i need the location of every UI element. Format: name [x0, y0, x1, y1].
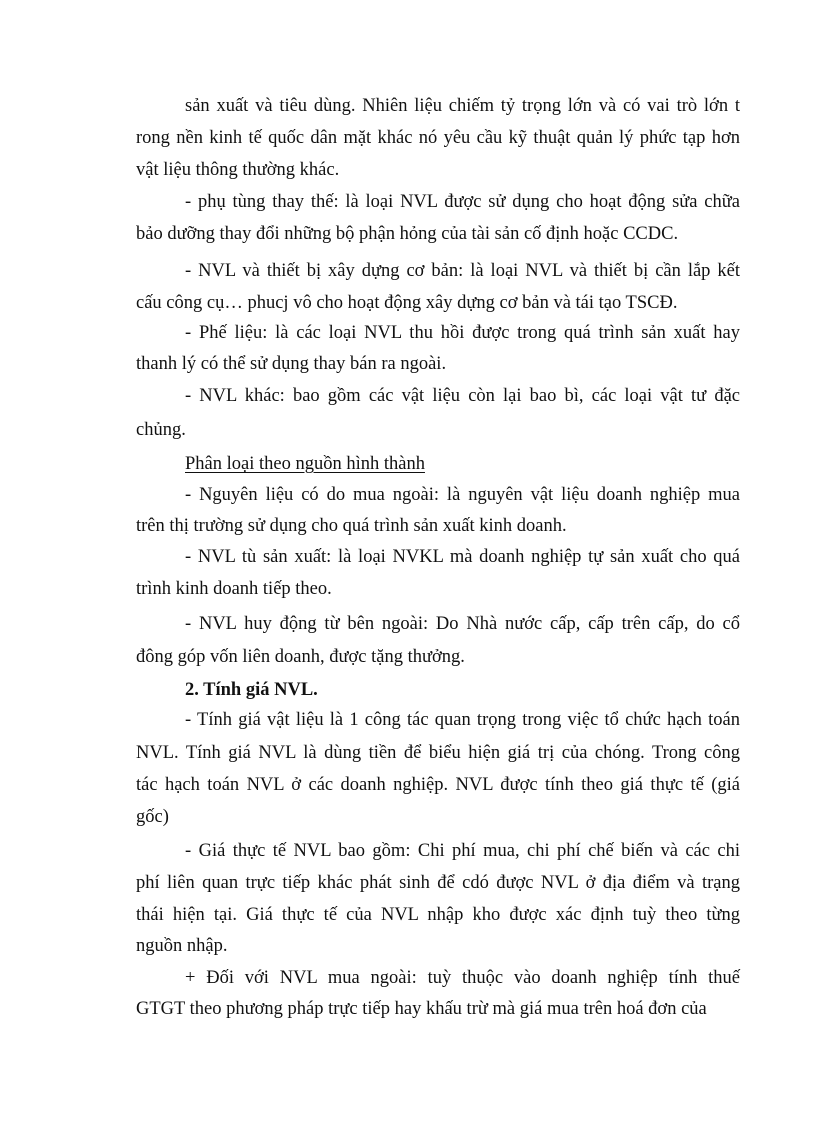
- text-line: GTGT theo phương pháp trực tiếp hay khấu trừ mà giá mua trên hoá đơn của: [136, 999, 707, 1019]
- text-line: vật liệu thông thường khác.: [136, 160, 340, 180]
- text-line: - phụ tùng thay thế: là loại NVL được sử dụng cho hoạt động sửa chữa: [185, 192, 740, 212]
- text-line: - Tính giá vật liệu là 1 công tác quan trọng trong việc tổ chức hạch toán: [185, 710, 740, 730]
- text-line: - NVL khác: bao gồm các vật liệu còn lại bao bì, các loại vật tư đặc: [185, 386, 740, 406]
- text-line: thanh lý có thể sử dụng thay bán ra ngoài.: [136, 354, 447, 374]
- text-line: trình kinh doanh tiếp theo.: [136, 579, 332, 599]
- text-line: nguồn nhập.: [136, 936, 228, 956]
- text-line: phí liên quan trực tiếp khác phát sinh để cdó được NVL ở địa điểm và trạng: [136, 873, 740, 893]
- text-line: - Phế liệu: là các loại NVL thu hồi được trong quá trình sản xuất hay: [185, 323, 740, 343]
- text-line: sản xuất và tiêu dùng. Nhiên liệu chiếm tỷ trọng lớn và có vai trò lớn t: [185, 96, 740, 116]
- text-line: đông góp vốn liên doanh, được tặng thưởng.: [136, 647, 465, 667]
- text-line: + Đối với NVL mua ngoài: tuỳ thuộc vào doanh nghiệp tính thuế: [185, 968, 740, 988]
- text-line: tác hạch toán NVL ở các doanh nghiệp. NVL được tính theo giá thực tế (giá: [136, 775, 740, 795]
- text-line: NVL. Tính giá NVL là dùng tiền để biểu hiện giá trị của chóng. Trong công: [136, 743, 740, 763]
- text-line: gốc): [136, 807, 169, 827]
- text-line: rong nền kinh tế quốc dân mặt khác nó yêu cầu kỹ thuật quản lý phức tạp hơn: [136, 128, 740, 148]
- text-line: - NVL và thiết bị xây dựng cơ bản: là loại NVL và thiết bị cần lắp kết: [185, 261, 740, 281]
- text-line: cấu công cụ… phucj vô cho hoạt động xây dựng cơ bản và tái tạo TSCĐ.: [136, 293, 678, 313]
- text-line: - Giá thực tế NVL bao gồm: Chi phí mua, chi phí chế biến và các chi: [185, 841, 740, 861]
- text-line: trên thị trường sử dụng cho quá trình sản xuất kinh doanh.: [136, 516, 567, 536]
- text-line: chủng.: [136, 420, 186, 440]
- text-line: - NVL huy động từ bên ngoài: Do Nhà nước cấp, cấp trên cấp, do cổ: [185, 614, 740, 634]
- text-line: - NVL tù sản xuất: là loại NVKL mà doanh nghiệp tự sản xuất cho quá: [185, 547, 740, 567]
- section-heading: Phân loại theo nguồn hình thành: [185, 454, 425, 474]
- text-line: - Nguyên liệu có do mua ngoài: là nguyên vật liệu doanh nghiệp mua: [185, 485, 740, 505]
- text-line: thái hiện tại. Giá thực tế của NVL nhập kho được xác định tuỳ theo từng: [136, 905, 740, 925]
- text-line: bảo dưỡng thay đổi những bộ phận hỏng của tài sản cố định hoặc CCDC.: [136, 224, 679, 244]
- section-heading: 2. Tính giá NVL.: [185, 680, 318, 700]
